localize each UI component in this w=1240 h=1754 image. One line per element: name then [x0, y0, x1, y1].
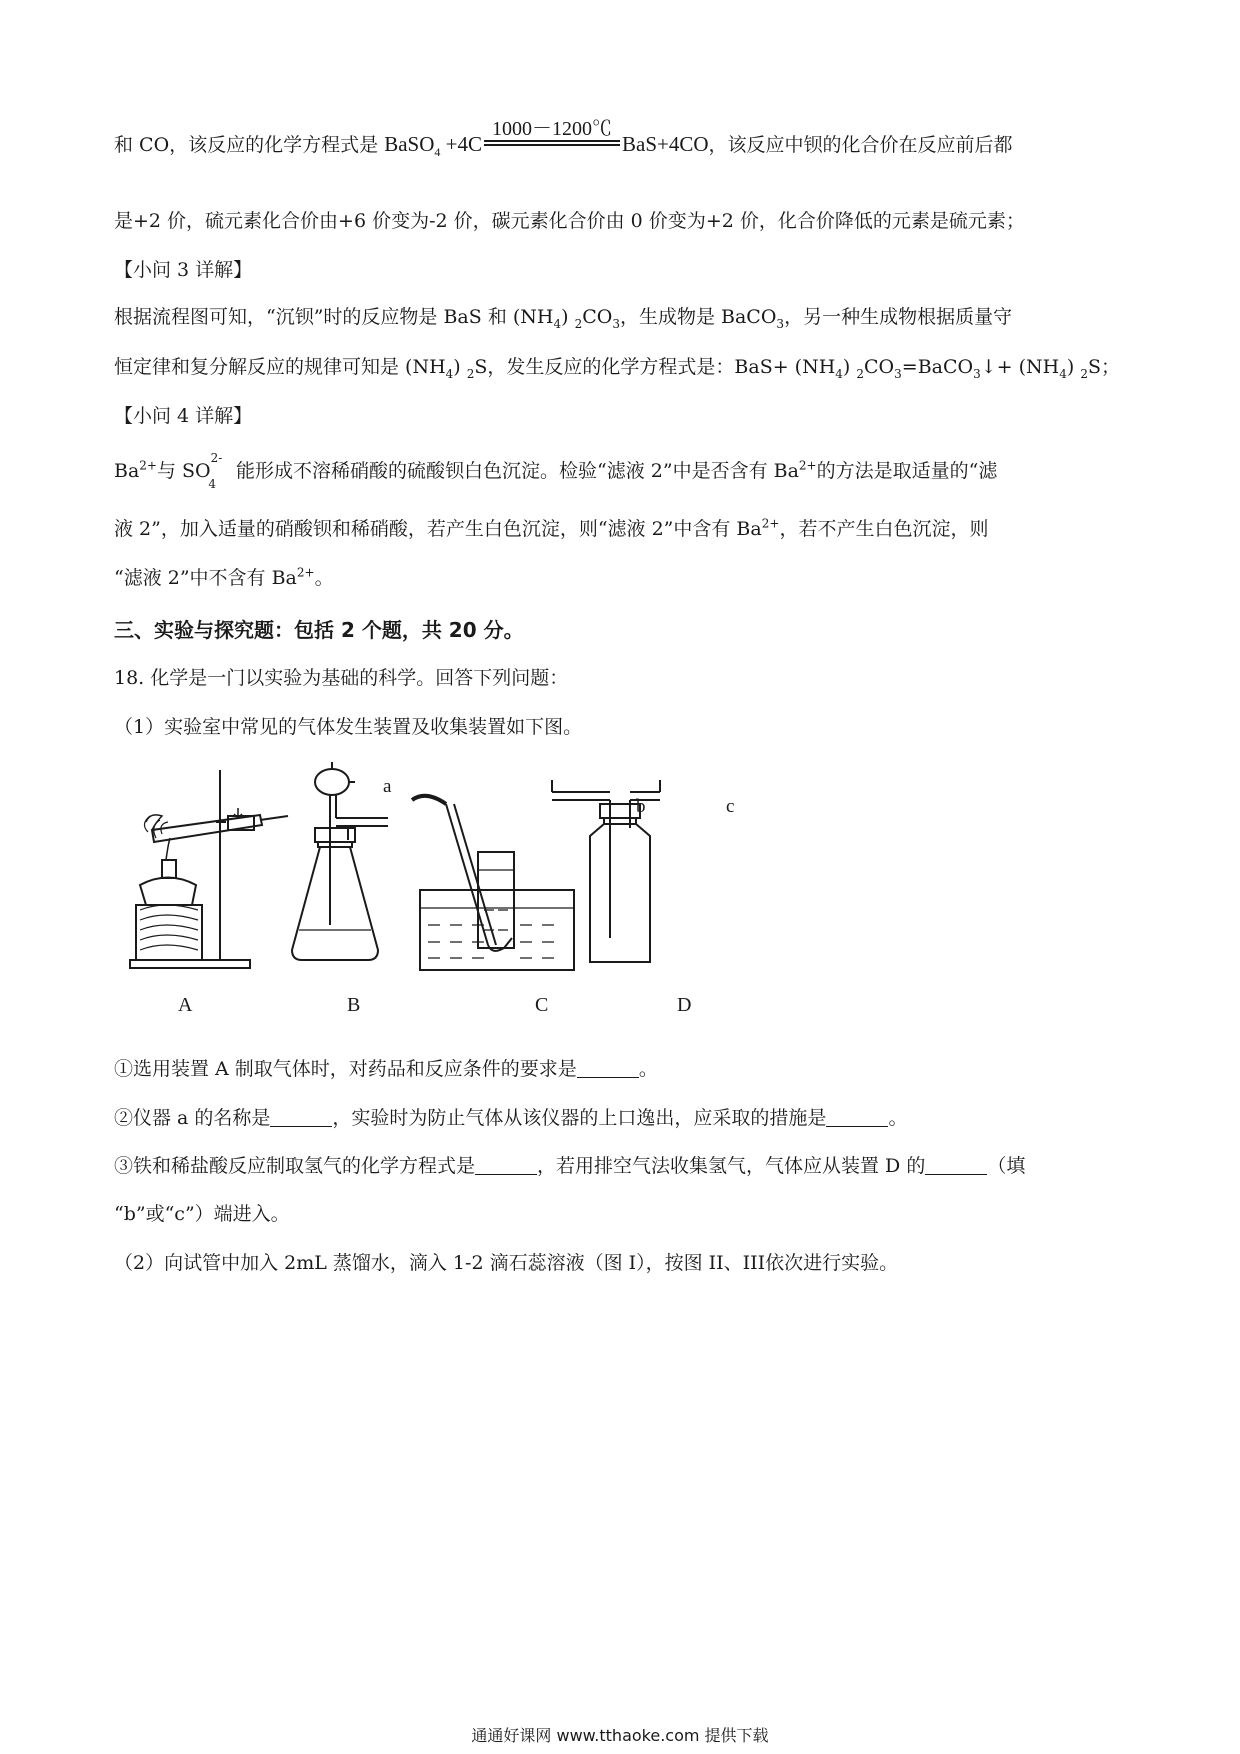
condition-text: 1000－1200℃ — [492, 118, 612, 140]
label-a: a — [383, 776, 392, 797]
paragraph-line — [114, 352, 1120, 381]
paragraph-line — [114, 302, 1012, 331]
text: ，生成物是 BaCO — [619, 306, 777, 328]
subscript: 4 — [208, 476, 216, 491]
subscript: 4 — [553, 316, 562, 331]
text: ) — [842, 356, 857, 378]
text: CO — [864, 356, 895, 378]
text: ) — [453, 356, 467, 378]
reactant: BaSO — [384, 132, 435, 156]
question-item-continued: “b”或“c”）端进入。 — [114, 1203, 290, 1225]
subquestion-heading: 【小问 3 详解】 — [114, 259, 253, 281]
question-part: （1）实验室中常见的气体发生装置及收集装置如下图。 — [114, 716, 583, 738]
page-footer: 通通好课网 www.tthaoke.com 提供下载 — [471, 1726, 769, 1745]
text: 根据流程图可知，“沉钡”时的反应物是 BaS 和 (NH — [114, 306, 554, 328]
figure-label-d: D — [677, 994, 692, 1016]
text: 。 — [314, 567, 334, 589]
question-item — [114, 1103, 907, 1130]
answer-blank[interactable] — [577, 1077, 639, 1078]
text: “滤液 2”中不含有 Ba — [114, 567, 297, 589]
equal-bar — [484, 144, 620, 146]
paragraph-line: 是+2 价，硫元素化合价由+6 价变为-2 价，碳元素化合价由 0 价变为+2 价，化合价降低的元素是硫元素； — [114, 210, 1025, 232]
subscript: 3 — [894, 366, 902, 381]
text: ，该反应中钡的化合价在反应前后都 — [708, 134, 1013, 156]
apparatus-c-drawing — [412, 796, 574, 970]
text: ，若用排空气法收集氢气，气体应从装置 D 的 — [537, 1155, 926, 1177]
apparatus-b-drawing — [292, 762, 388, 960]
reactant-formula — [384, 132, 482, 160]
text: ，另一种生成物根据质量守 — [784, 306, 1013, 328]
equation-line — [114, 118, 1013, 160]
text: ↓+ (NH — [980, 356, 1060, 378]
figure-label-c: C — [535, 994, 549, 1016]
text: =BaCO — [901, 356, 974, 378]
text: S，发生反应的化学方程式是：BaS+ (NH — [474, 356, 836, 378]
text: 恒定律和复分解反应的规律可知是 (NH — [114, 356, 446, 378]
label-c: c — [726, 796, 735, 817]
subscript: 2 — [1080, 366, 1088, 381]
text: 能形成不溶稀硝酸的硫酸钡白色沉淀。检验“滤液 2”中是否含有 Ba — [229, 460, 799, 482]
subquestion-heading: 【小问 4 详解】 — [114, 405, 253, 427]
reactant-carbon: +4C — [440, 132, 482, 156]
text: 。 — [888, 1107, 908, 1129]
subscript: 3 — [612, 316, 620, 331]
apparatus-figure — [110, 760, 770, 990]
text: CO — [582, 306, 613, 328]
text: ，若不产生白色沉淀，则 — [779, 518, 989, 540]
question-item — [114, 1054, 658, 1081]
figure-label-a: A — [178, 994, 193, 1016]
subscript: 2 — [856, 366, 865, 381]
text: 液 2”，加入适量的硝酸钡和稀硝酸，若产生白色沉淀，则“滤液 2”中含有 Ba — [114, 518, 762, 540]
question-stem: 18. 化学是一门以实验为基础的科学。回答下列问题： — [114, 667, 569, 689]
equal-bar — [484, 140, 620, 142]
answer-blank[interactable] — [270, 1126, 332, 1127]
subscript: 4 — [434, 145, 441, 160]
subscript: 4 — [445, 366, 454, 381]
superscript: 2- — [210, 450, 223, 465]
subscript: 3 — [776, 316, 785, 331]
subscript: 4 — [835, 366, 843, 381]
text: 与 SO — [157, 460, 211, 482]
subscript: 3 — [973, 366, 981, 381]
text: 。 — [638, 1058, 658, 1080]
subscript: 2 — [574, 316, 583, 331]
text: （填 — [987, 1155, 1026, 1177]
text: ) — [1066, 356, 1081, 378]
reaction-condition — [484, 118, 620, 153]
text: ，实验时为防止气体从该仪器的上口逸出，应采取的措施是 — [332, 1107, 827, 1129]
text: ) — [561, 306, 575, 328]
superscript: 2+ — [798, 458, 817, 473]
product-formula: BaS+4CO — [622, 132, 709, 156]
question-part: （2）向试管中加入 2mL 蒸馏水，滴入 1-2 滴石蕊溶液（图 I），按图 II、III依次进行实验。 — [114, 1252, 899, 1274]
figure-label-b: B — [347, 994, 361, 1016]
question-item — [114, 1151, 1025, 1178]
sulfate-ion-charge — [208, 450, 230, 491]
superscript: 2+ — [139, 458, 157, 473]
subscript: 2 — [466, 366, 475, 381]
section-heading: 三、实验与探究题：包括 2 个题，共 20 分。 — [114, 618, 524, 642]
label-b: b — [636, 796, 646, 817]
text: Ba — [114, 460, 140, 482]
answer-blank[interactable] — [826, 1126, 888, 1127]
text: ①选用装置 A 制取气体时，对药品和反应条件的要求是 — [114, 1058, 577, 1080]
subscript: 4 — [1059, 366, 1067, 381]
superscript: 2+ — [761, 516, 780, 531]
apparatus-a-drawing — [130, 770, 288, 968]
paragraph-line — [114, 563, 334, 590]
paragraph-line — [114, 450, 998, 491]
text: 的方法是取适量的“滤 — [816, 460, 998, 482]
answer-blank[interactable] — [925, 1174, 987, 1175]
text: ②仪器 a 的名称是 — [114, 1107, 271, 1129]
paragraph-line — [114, 514, 988, 541]
text: ③铁和稀盐酸反应制取氢气的化学方程式是 — [114, 1155, 476, 1177]
superscript: 2+ — [296, 565, 315, 580]
text: 和 CO，该反应的化学方程式是 — [114, 134, 385, 156]
text: S； — [1087, 356, 1121, 378]
answer-blank[interactable] — [475, 1174, 537, 1175]
